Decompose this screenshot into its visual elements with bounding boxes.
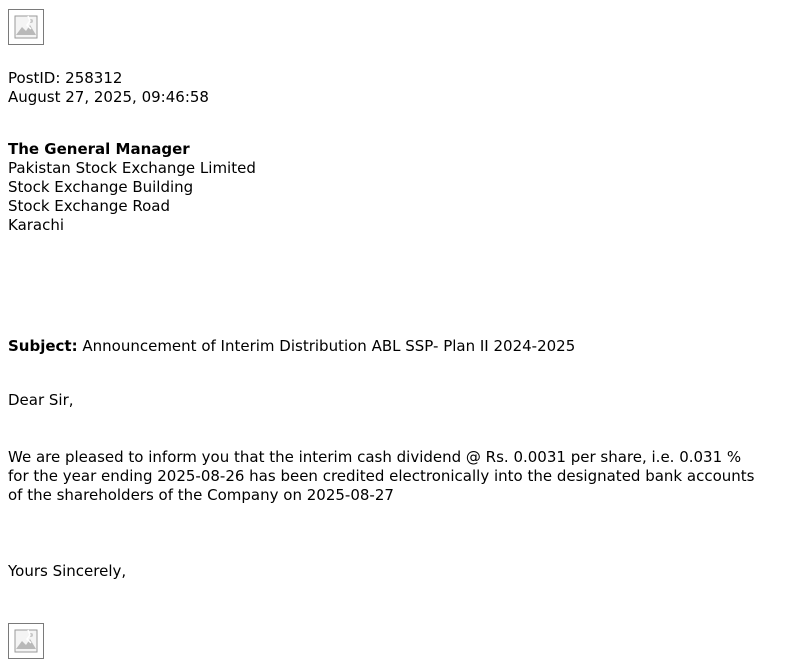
broken-image-icon (14, 629, 38, 653)
letter-body (8, 448, 783, 505)
subject-text: Announcement of Interim Distribution ABL SSP- Plan II 2024-2025 (77, 337, 576, 355)
subject-label: Subject: (8, 337, 78, 355)
salutation: Dear Sir, (8, 391, 74, 409)
subject-line (8, 337, 575, 356)
body-line: for the year ending 2025-08-26 has been credited electronically into the designated bank accounts (8, 467, 755, 485)
broken-image-top (8, 9, 44, 45)
post-datetime: August 27, 2025, 09:46:58 (8, 88, 209, 106)
broken-image-bottom (8, 623, 44, 659)
address-line: Karachi (8, 216, 65, 234)
address-line: Stock Exchange Building (8, 178, 194, 196)
broken-image-icon (14, 15, 38, 39)
address-line: Stock Exchange Road (8, 197, 170, 215)
recipient-title: The General Manager (8, 140, 190, 158)
closing: Yours Sincerely, (8, 562, 127, 580)
post-id: PostID: 258312 (8, 69, 123, 87)
post-meta (8, 69, 209, 107)
body-line: We are pleased to inform you that the interim cash dividend @ Rs. 0.0031 per share, i.e. 0.031 % (8, 448, 742, 466)
recipient-block (8, 140, 256, 235)
address-line: Pakistan Stock Exchange Limited (8, 159, 256, 177)
body-line: of the shareholders of the Company on 2025-08-27 (8, 486, 394, 504)
